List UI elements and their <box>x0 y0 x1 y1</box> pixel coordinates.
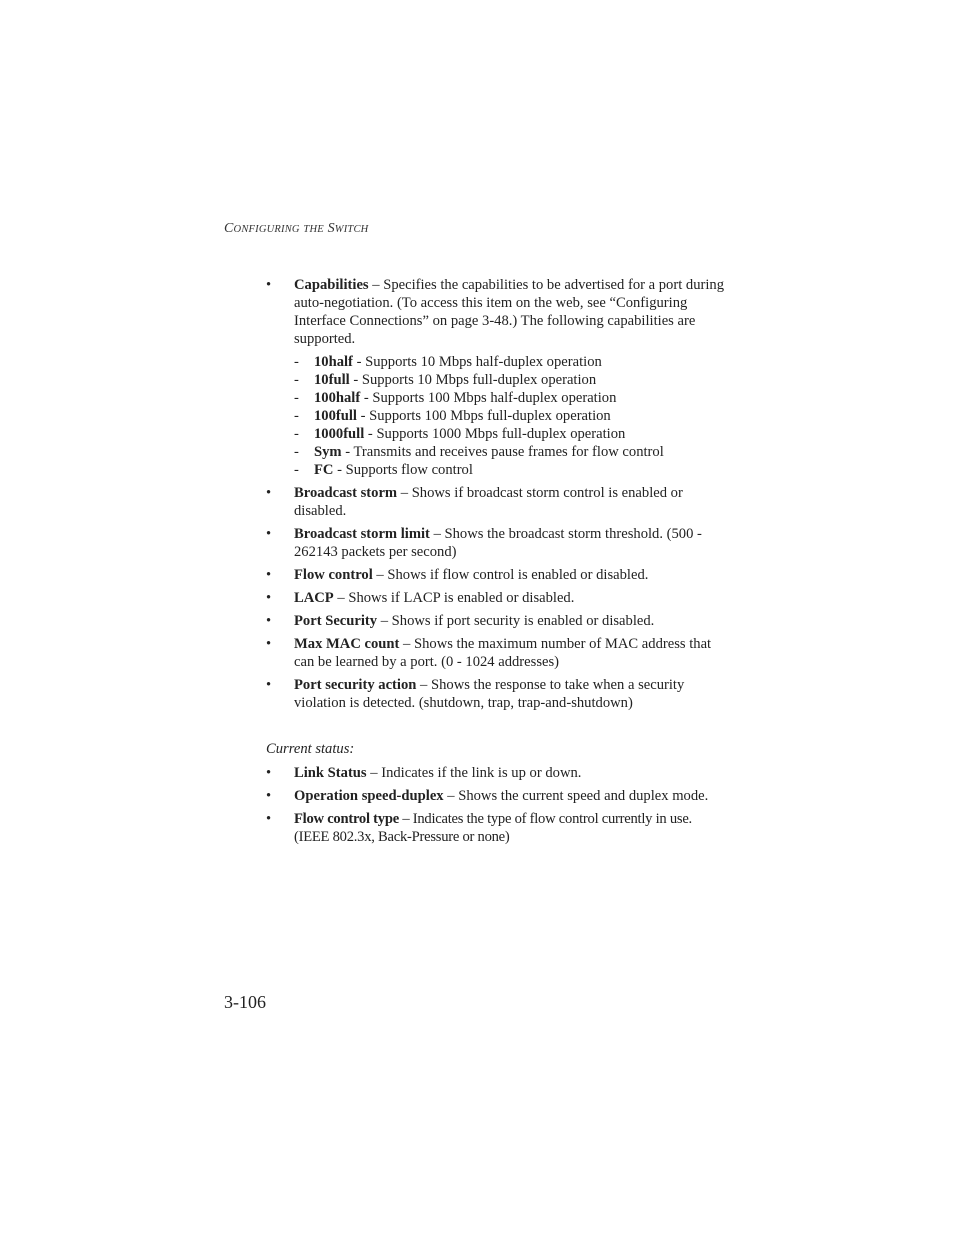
list-item-link-status <box>266 764 726 782</box>
term-100full: 100full <box>314 408 357 424</box>
term-max-mac-count: Max MAC count <box>294 636 400 652</box>
desc-link-status: – Indicates if the link is up or down. <box>366 765 582 781</box>
term-port-security: Port Security <box>294 613 378 629</box>
desc-10full: - Supports 10 Mbps full-duplex operation <box>349 372 597 388</box>
desc-max-mac-count: – Shows the maximum number of MAC address that can be learned by a port. (0 - 1024 addresses) <box>294 636 712 670</box>
list-item-port-security-action <box>266 676 726 712</box>
list-item-flow-control-type <box>266 810 726 846</box>
desc-flow-control: – Shows if flow control is enabled or disabled. <box>372 567 649 583</box>
desc-fc: - Supports flow control <box>333 462 473 478</box>
list-item-operation-speed-duplex <box>266 787 726 805</box>
page-number: 3-106 <box>224 992 266 1012</box>
desc-broadcast-storm: – Shows if broadcast storm control is enabled or disabled. <box>294 485 683 519</box>
current-status-list <box>266 764 726 846</box>
list-item-flow-control <box>266 566 726 584</box>
sublist-item-100half <box>294 389 726 407</box>
list-item-max-mac-count <box>266 635 726 671</box>
header-initial-s: S <box>327 221 335 236</box>
term-fc: FC <box>314 462 334 478</box>
term-10full: 10full <box>314 372 350 388</box>
current-status-label: Current status: <box>266 741 355 757</box>
term-capabilities: Capabilities <box>294 277 369 293</box>
desc-10half: - Supports 10 Mbps half-duplex operation <box>352 354 602 370</box>
port-parameters-list <box>266 276 726 712</box>
header-word-configuring: ONFIGURING <box>233 224 300 235</box>
term-10half: 10half <box>314 354 353 370</box>
term-link-status: Link Status <box>294 765 367 781</box>
sublist-item-10full <box>294 371 726 389</box>
header-word-the: THE <box>303 224 324 235</box>
term-flow-control-type: Flow control type <box>294 811 399 827</box>
term-1000full: 1000full <box>314 426 365 442</box>
desc-100full: - Supports 100 Mbps full-duplex operation <box>356 408 611 424</box>
term-sym: Sym <box>314 444 342 460</box>
list-item-broadcast-storm <box>266 484 726 520</box>
desc-flow-control-type: – Indicates the type of flow control currently in use. (IEEE 802.3x, Back-Pressure or none) <box>294 811 692 845</box>
term-flow-control: Flow control <box>294 567 373 583</box>
sublist-item-fc <box>294 461 726 479</box>
desc-operation-speed-duplex: – Shows the current speed and duplex mode. <box>443 788 709 804</box>
list-item-port-security <box>266 612 726 630</box>
sublist-item-sym <box>294 443 726 461</box>
desc-100half: - Supports 100 Mbps half-duplex operation <box>360 390 617 406</box>
term-port-security-action: Port security action <box>294 677 417 693</box>
sublist-item-10half <box>294 353 726 371</box>
desc-port-security-action: – Shows the response to take when a security violation is detected. (shutdown, trap, trap-and-shutdown) <box>294 677 685 711</box>
main-content <box>266 276 726 851</box>
desc-port-security: – Shows if port security is enabled or disabled. <box>377 613 655 629</box>
desc-lacp: – Shows if LACP is enabled or disabled. <box>333 590 575 606</box>
desc-broadcast-storm-limit: – Shows the broadcast storm threshold. (500 - 262143 packets per second) <box>294 526 702 560</box>
header-word-switch: WITCH <box>334 224 369 235</box>
sublist-item-1000full <box>294 425 726 443</box>
term-100half: 100half <box>314 390 361 406</box>
term-lacp: LACP <box>294 590 334 606</box>
list-item-capabilities <box>266 276 726 479</box>
term-broadcast-storm-limit: Broadcast storm limit <box>294 526 430 542</box>
desc-sym: - Transmits and receives pause frames for flow control <box>341 444 664 460</box>
term-broadcast-storm: Broadcast storm <box>294 485 398 501</box>
capabilities-sublist <box>294 353 726 479</box>
sublist-item-100full <box>294 407 726 425</box>
term-operation-speed-duplex: Operation speed-duplex <box>294 788 444 804</box>
list-item-lacp <box>266 589 726 607</box>
desc-1000full: - Supports 1000 Mbps full-duplex operation <box>364 426 626 442</box>
desc-capabilities: – Specifies the capabilities to be advertised for a port during auto-negotiation. (To access this item on the web, see “Configuring Interface Connections” on page 3-48.) The following capabilities are supported. <box>294 277 725 347</box>
header-initial-c: C <box>224 221 234 236</box>
list-item-broadcast-storm-limit <box>266 525 726 561</box>
running-header <box>224 221 368 237</box>
